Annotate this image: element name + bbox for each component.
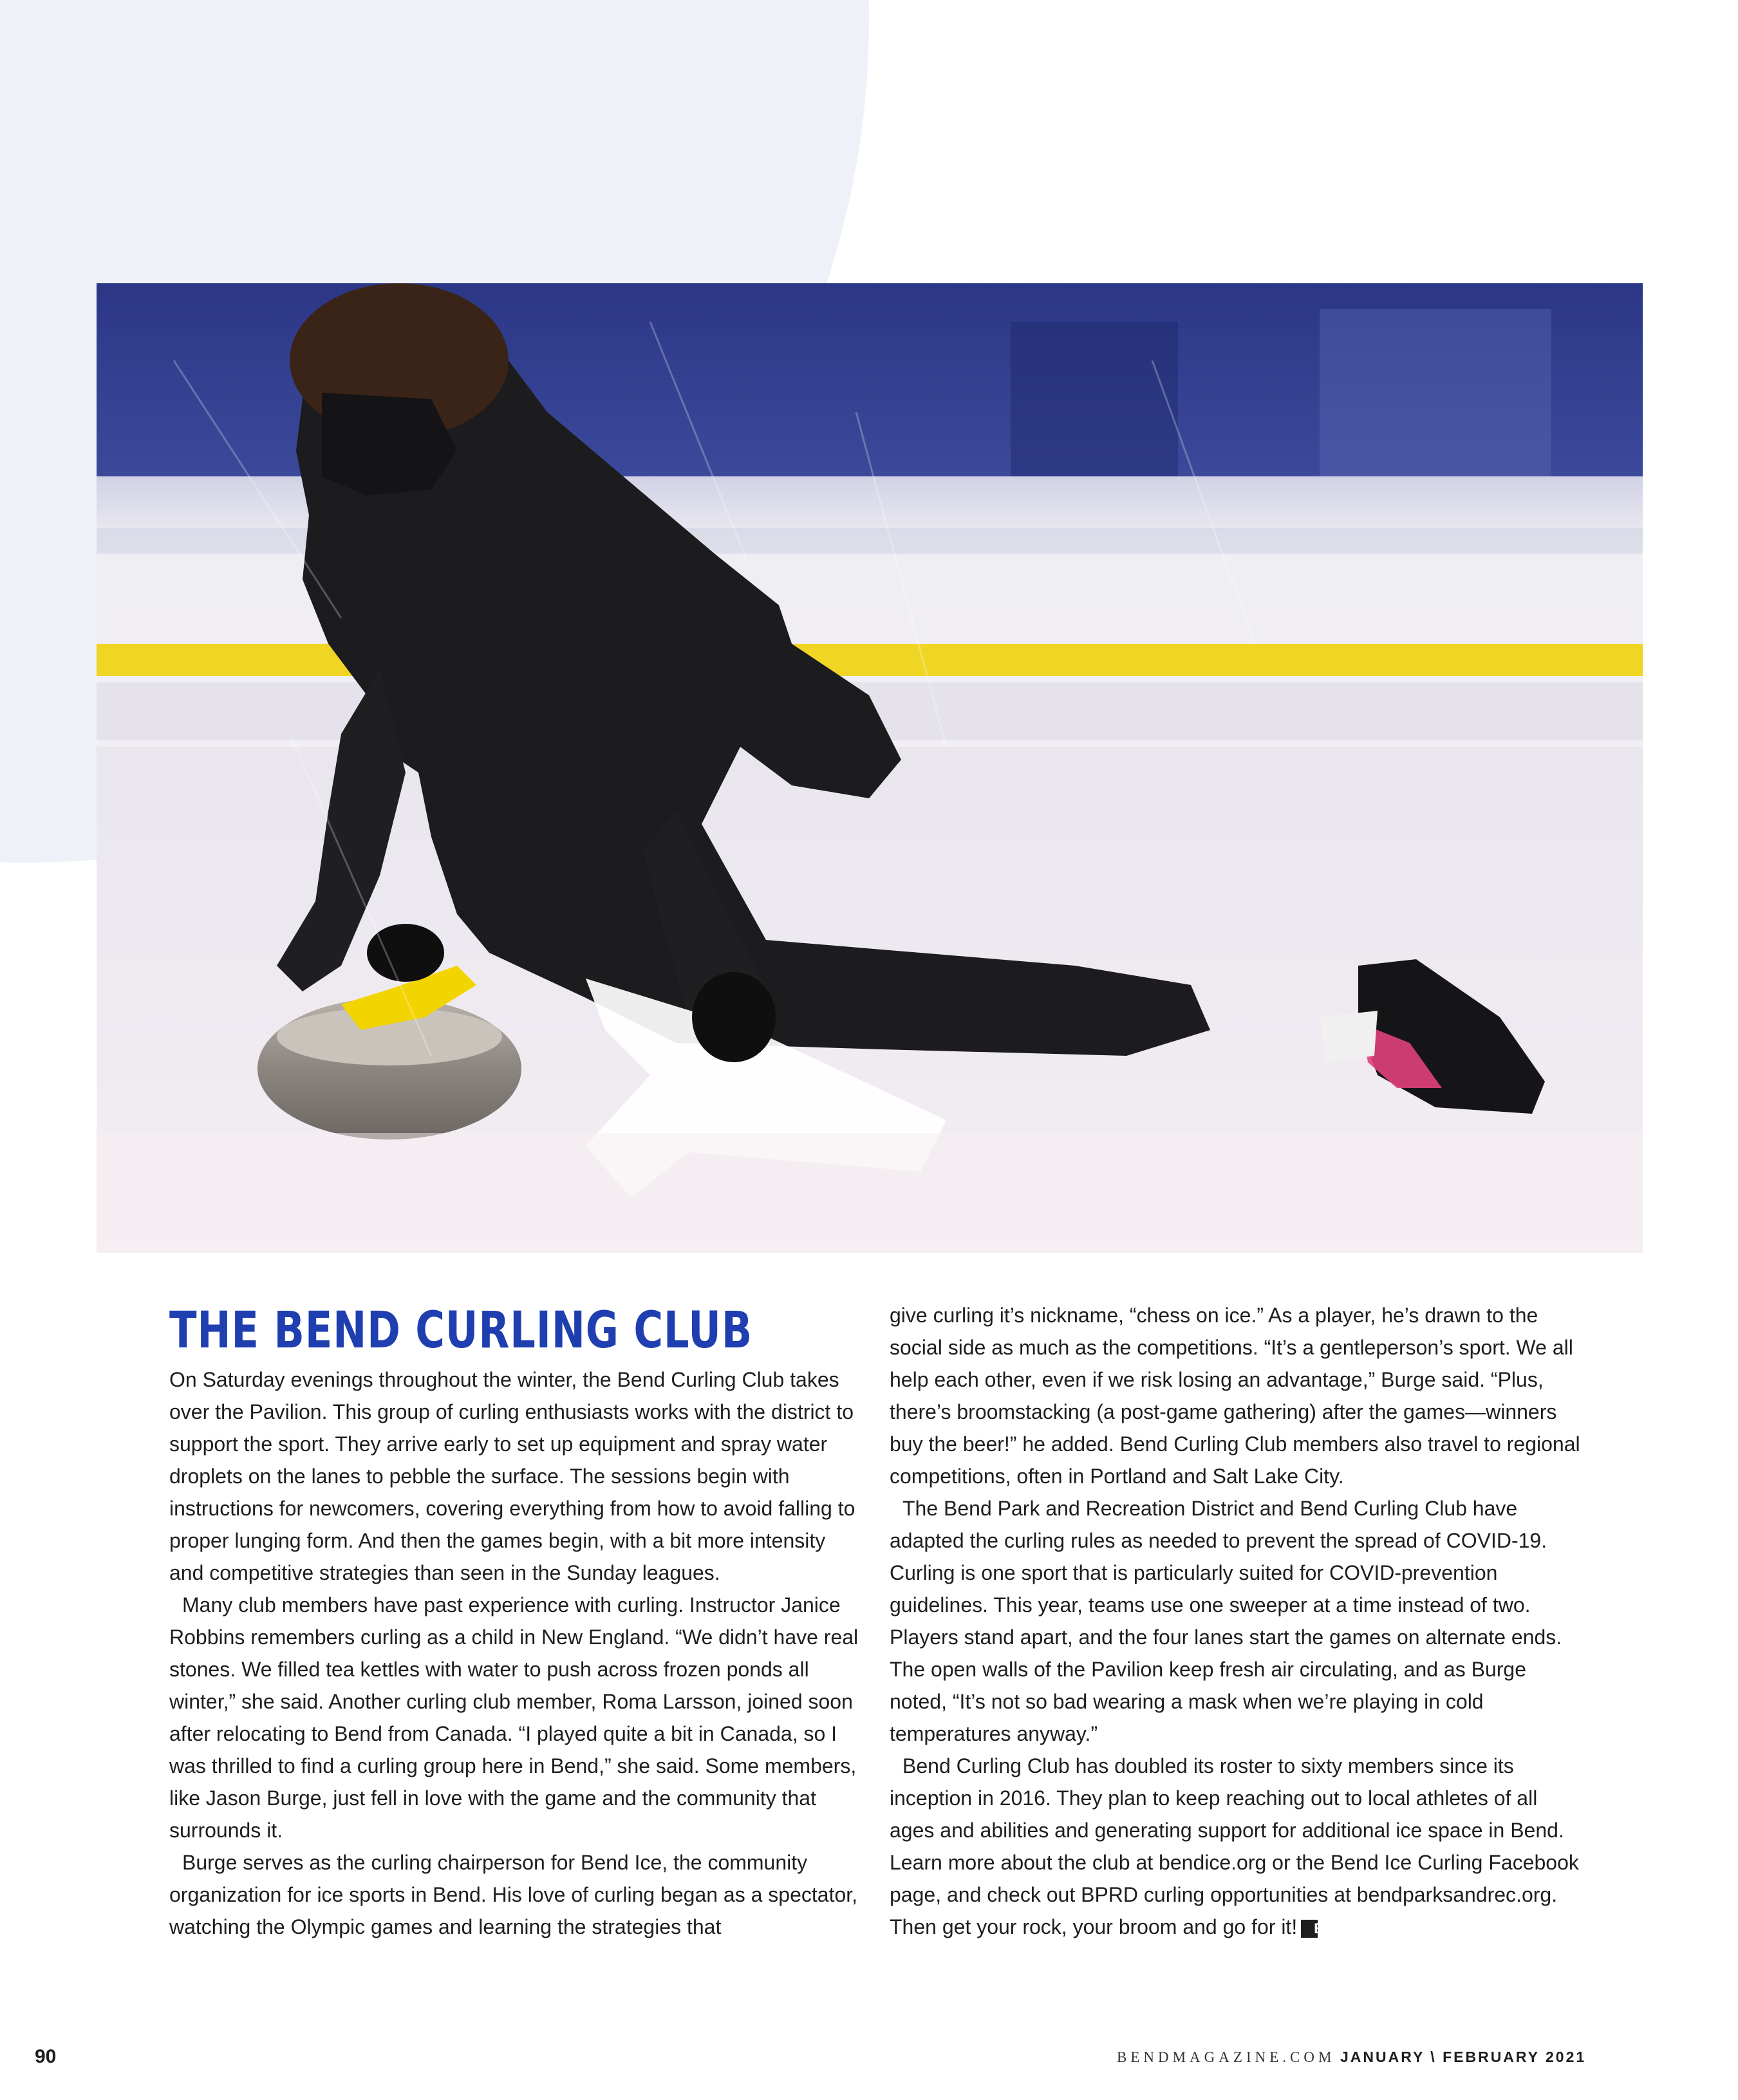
- footer-issue-date: JANUARY \ FEBRUARY 2021: [1340, 2048, 1587, 2065]
- paragraph: Many club members have past experience with curling. Instructor Janice Robbins remembers curling as a child in New England. “We didn’t have real stones. We filled tea kettles with water to push across frozen ponds all winter,” she said. Another curling club member, Roma Larsson, joined soon after relocating to Bend from Canada. “I played quite a bit in Canada, so I was thrilled to find a curling group here in Bend,” she said. Some members, like Jason Burge, just fell in love with the game and the community that surrounds it.: [169, 1593, 859, 1842]
- paragraph: give curling it’s nickname, “chess on ice.” As a player, he’s drawn to the social side as much as the competitions. “It’s a gentleperson’s sport. We all help each other, even if we risk losing an advantage,” Burge said. “Plus, there’s broomstacking (a post-game gathering) after the games—winners buy the beer!” he added. Bend Curling Club members also travel to regional competitions, often in Portland and Salt Lake City.: [890, 1304, 1580, 1488]
- article-column-left: [169, 1364, 864, 1943]
- paragraph: On Saturday evenings throughout the winter, the Bend Curling Club takes over the Pavilion. This group of curling enthusiasts works with the district to support the sport. They arrive early to set up equipment and spray water droplets on the lanes to pebble the surface. The sessions begin with instructions for newcomers, covering everything from how to avoid falling to proper lunging form. And then the games begin, with a bit more intensity and competitive strategies than seen in the Sunday leagues.: [169, 1368, 855, 1584]
- paragraph: Burge serves as the curling chairperson for Bend Ice, the community organization for ice sports in Bend. His love of curling began as a spectator, watching the Olympic games and learning the strategies that: [169, 1851, 858, 1938]
- paragraph: The Bend Park and Recreation District and Bend Curling Club have adapted the curling rules as needed to prevent the spread of COVID-19. Curling is one sport that is particularly suited for COVID-prevention guidelines. This year, teams use one sweeper at a time instead of two. Players stand apart, and the four lanes start the games on alternate ends. The open walls of the Pavilion keep fresh air circulating, and as Burge noted, “It’s not so bad wearing a mask when we’re playing in cold temperatures anyway.”: [890, 1497, 1562, 1745]
- magazine-logo-icon: B: [1301, 1920, 1318, 1938]
- page-number: 90: [35, 2046, 57, 2067]
- paragraph-text: Bend Curling Club has doubled its roster to sixty members since its inception in 2016. They plan to keep reaching out to local athletes of all ages and abilities and generating support for additional ice space in Bend. Learn more about the club at bendice.org or the Bend Ice Curling Facebook page, and check out BPRD curling opportunities at bendparksandrec.org. Then get your rock, your broom and go for it!: [890, 1754, 1579, 1938]
- article-title: THE BEND CURLING CLUB: [169, 1302, 753, 1360]
- article-column-right: [890, 1299, 1585, 1943]
- hero-photo: [97, 283, 1643, 1253]
- footer-website: BENDMAGAZINE.COM: [1117, 2049, 1336, 2065]
- paragraph-final: [890, 1750, 1585, 1943]
